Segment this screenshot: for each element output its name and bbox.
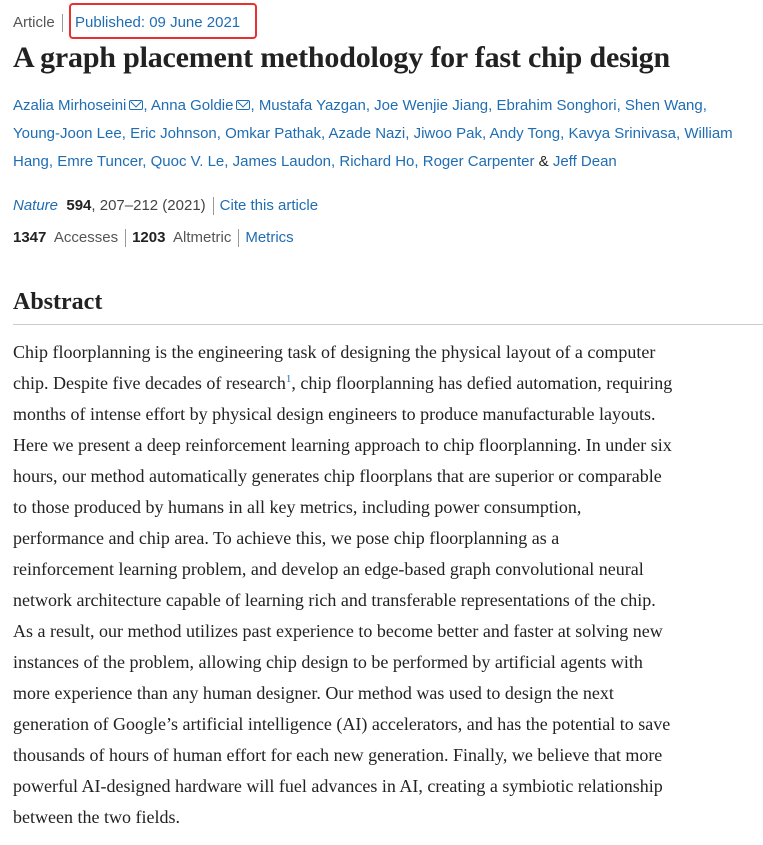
author-link[interactable]: Anna Goldie: [150, 97, 234, 114]
author-link[interactable]: Ebrahim Songhori: [496, 97, 617, 114]
author-link[interactable]: Kavya Srinivasa: [568, 125, 676, 142]
author-link[interactable]: Quoc V. Le: [150, 153, 225, 170]
metrics-row: [13, 226, 294, 250]
citation-row: [13, 194, 318, 218]
abstract-line: instances of the problem, allowing chip design to be performed by artificial agents with: [13, 652, 643, 672]
abstract-line: reinforcement learning problem, and develop an edge-based graph convolutional neural: [13, 559, 644, 579]
author-link[interactable]: Azade Nazi: [328, 125, 406, 142]
abstract-line: more experience than any human designer. Our method was used to design the next: [13, 683, 614, 703]
pages: , 207–212 (2021): [91, 197, 206, 214]
altmetric-count: 1203: [132, 229, 166, 246]
metrics-link[interactable]: Metrics: [245, 229, 294, 246]
abstract-body: [13, 337, 761, 833]
divider: [125, 229, 126, 247]
mail-icon[interactable]: [236, 100, 250, 110]
author-list: Azalia Mirhoseini , Anna Goldie , Mustafa Yazgan, Joe Wenjie Jiang, Ebrahim Songhori, Shen Wang, Young-Joon Lee, Eric Johnson, Omkar Pathak, Azade Nazi, Jiwoo Pak, Andy Tong, Kavya Srinivasa, William Hang, Emre Tuncer, Quoc V. Le, James Laudon, Richard Ho, Roger Carpenter & Jeff Dean: [13, 97, 733, 170]
abstract-line: As a result, our method utilizes past experience to become better and faster at solving new: [13, 621, 663, 641]
mail-icon[interactable]: [129, 100, 143, 110]
author-link[interactable]: Shen Wang: [624, 97, 703, 114]
author-link[interactable]: William Hang: [13, 125, 733, 170]
author-link[interactable]: Young-Joon Lee: [13, 125, 122, 142]
journal-name[interactable]: Nature: [13, 197, 59, 214]
author-link[interactable]: Jeff Dean: [552, 153, 617, 170]
divider: [213, 197, 214, 215]
published-date: Published: 09 June 2021: [75, 14, 241, 31]
abstract-line: [13, 368, 761, 399]
abstract-line: hours, our method automatically generates chip floorplans that are superior or comparable: [13, 466, 662, 486]
abstract-text-segment: , chip floorplanning has defied automation, requiring: [291, 373, 673, 393]
volume: 594: [66, 197, 92, 214]
abstract-line: Here we present a deep reinforcement learning approach to chip floorplanning. In under six: [13, 435, 672, 455]
abstract-line: between the two fields.: [13, 807, 180, 827]
divider: [62, 14, 63, 32]
author-link[interactable]: Eric Johnson: [130, 125, 217, 142]
abstract-line: months of intense effort by physical design engineers to produce manufacturable layouts.: [13, 404, 656, 424]
author-link[interactable]: Emre Tuncer: [57, 153, 143, 170]
article-type: Article: [13, 14, 55, 31]
author-link[interactable]: James Laudon: [232, 153, 332, 170]
altmetric-label: Altmetric: [172, 229, 232, 246]
author-link[interactable]: Mustafa Yazgan: [258, 97, 366, 114]
abstract-heading: Abstract: [13, 289, 103, 315]
abstract-line: generation of Google’s artificial intelligence (AI) accelerators, and has the potential to save: [13, 714, 671, 734]
abstract-line: to those produced by humans in all key metrics, including power consumption,: [13, 497, 582, 517]
heading-rule: [13, 324, 763, 325]
abstract-line: powerful AI-designed hardware will fuel advances in AI, creating a symbiotic relationship: [13, 776, 663, 796]
author-link[interactable]: Jiwoo Pak: [413, 125, 482, 142]
author-ampersand: &: [538, 153, 549, 170]
abstract-line: performance and chip area. To achieve this, we pose chip floorplanning as a: [13, 528, 560, 548]
accesses-count: 1347: [13, 229, 47, 246]
cite-article-link[interactable]: Cite this article: [219, 197, 319, 214]
author-link[interactable]: Joe Wenjie Jiang: [374, 97, 489, 114]
abstract-line: network architecture capable of learning rich and transferable representations of the chip.: [13, 590, 656, 610]
article-title: A graph placement methodology for fast chip design: [13, 41, 670, 74]
abstract-line: Chip floorplanning is the engineering task of designing the physical layout of a computer: [13, 342, 656, 362]
abstract-text-segment: chip. Despite five decades of research: [13, 373, 286, 393]
author-link[interactable]: Roger Carpenter: [422, 153, 535, 170]
divider: [238, 229, 239, 247]
author-link[interactable]: Omkar Pathak: [225, 125, 321, 142]
reference-link[interactable]: 1: [285, 373, 292, 385]
author-link[interactable]: Azalia Mirhoseini: [13, 97, 127, 114]
author-link[interactable]: Andy Tong: [489, 125, 561, 142]
accesses-label: Accesses: [53, 229, 119, 246]
article-meta: [13, 12, 241, 34]
author-link[interactable]: Richard Ho: [339, 153, 415, 170]
abstract-line: thousands of hours of human effort for each new generation. Finally, we believe that more: [13, 745, 663, 765]
